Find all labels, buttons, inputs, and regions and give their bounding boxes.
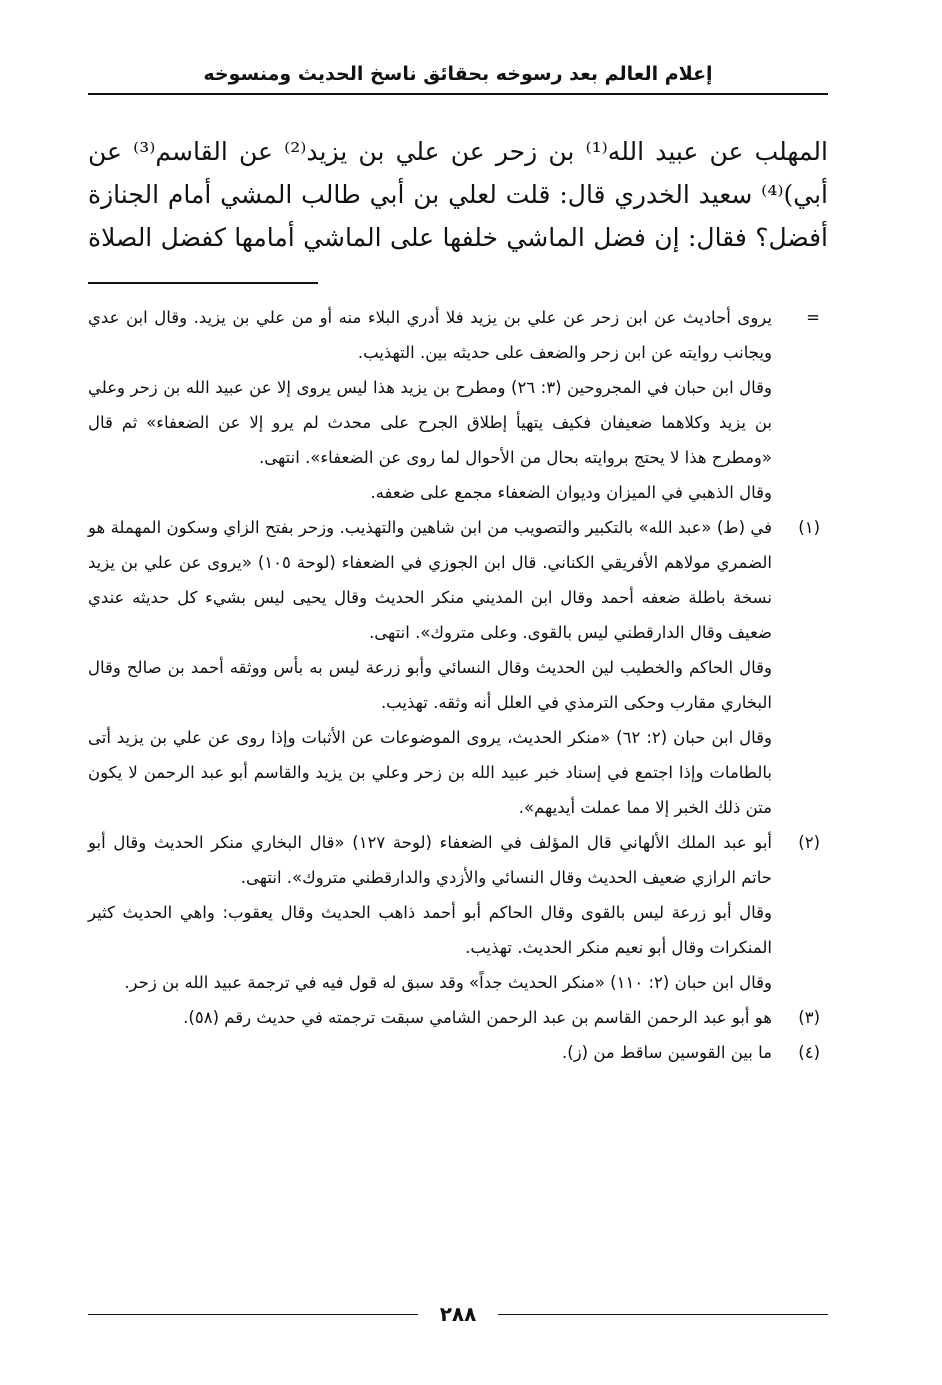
footnotes	[88, 300, 828, 1070]
footnote-body	[88, 300, 772, 510]
footnote-paragraph: وقال الحاكم والخطيب لين الحديث وقال النسائي وأبو زرعة ليس به بأس ووثقه أحمد بن صالح وقال البخاري مقارب وحكى الترمذي في العلل أنه وثقه. تهذيب.	[88, 658, 772, 712]
book-page	[88, 60, 828, 1360]
footnote-body	[88, 1000, 772, 1035]
footnote-body	[88, 1035, 772, 1070]
footnote-mark: (٤)	[798, 1043, 820, 1062]
footnote-mark: (٣)	[798, 1008, 820, 1027]
footnote-body	[88, 510, 772, 825]
main-text-line: أبي)⁽⁴⁾ سعيد الخدري قال: قلت لعلي بن أبي طالب المشي أمام الجنازة	[88, 180, 828, 209]
page-number: ٢٨٨	[439, 1302, 477, 1326]
footnote-paragraph: وقال أبو زرعة ليس بالقوى وقال الحاكم أبو أحمد ذاهب الحديث وقال يعقوب: واهي الحديث كثير المنكرات وقال أبو نعيم منكر الحديث. تهذيب.	[88, 903, 772, 957]
main-text	[88, 130, 828, 259]
footnote-paragraph: هو أبو عبد الرحمن القاسم بن عبد الرحمن الشامي سبقت ترجمته في حديث رقم (٥٨).	[183, 1008, 772, 1027]
footnote-1	[88, 510, 828, 825]
footnote-paragraph: وقال ابن حبان (٢: ٦٢) «منكر الحديث، يروى الموضوعات عن الأثبات وإذا روى عن علي بن يزيد أتى بالطامات وإذا اجتمع في إسناد خبر عبيد الله بن زحر وعلي بن يزيد والقاسم أبو عبد الرحمن لا يكون متن ذلك الخبر إلا مما عملت أيديهم».	[88, 728, 773, 817]
header-rule	[88, 93, 828, 95]
main-text-line: المهلب عن عبيد الله⁽¹⁾ بن زحر عن علي بن يزيد⁽²⁾ عن القاسم⁽³⁾ عن	[88, 137, 828, 166]
footnote-paragraph: وقال الذهبي في الميزان وديوان الضعفاء مجمع على ضعفه.	[370, 483, 772, 502]
footnote-paragraph: أبو عبد الملك الألهاني قال المؤلف في الضعفاء (لوحة ١٢٧) «قال البخاري منكر الحديث وقال أبو حاتم الرازي ضعيف الحديث وقال النسائي والأزدي والدارقطني متروك». انتهى.	[88, 833, 773, 887]
footnote-2	[88, 825, 828, 1000]
footnote-mark: (٢)	[798, 833, 820, 852]
main-text-line: أفضل؟ فقال: إن فضل الماشي خلفها على الماشي أمامها كفضل الصلاة	[88, 223, 828, 252]
footnote-paragraph: وقال ابن حبان في المجروحين (٣: ٢٦) ومطرح بن يزيد هذا ليس يروى إلا عن عبيد الله بن زحر وعلي بن يزيد وكلاهما ضعيفان فكيف يتهيأ إطلاق الجرح على محدث لم يرو إلا عن الضعفاء» ثم قال «ومطرح هذا لا يحتج بروايته بحال من الأحوال لما روى عن الضعفاء». انتهى.	[88, 378, 773, 467]
footnote-mark: (١)	[798, 518, 820, 537]
footnote-separator	[88, 282, 318, 284]
footnote-mark: =	[806, 308, 820, 327]
footnote-paragraph: وقال ابن حبان (٢: ١١٠) «منكر الحديث جداً» وقد سبق له قول فيه في ترجمة عبيد الله بن زحر.	[124, 973, 772, 992]
footnote-3	[88, 1000, 828, 1035]
running-header-title: إعلام العالم بعد رسوخه بحقائق ناسخ الحديث ومنسوخه	[203, 63, 713, 85]
footnote-paragraph: في (ط) «عبد الله» بالتكبير والتصويب من ابن شاهين والتهذيب. وزحر بفتح الزاي وسكون المهملة هو الضمري مولاهم الأفريقي الكناني. قال ابن الجوزي في الضعفاء (لوحة ١٠٥) «يروى عن علي بن يزيد نسخة باطلة ضعفه أحمد وقال ابن المديني منكر الحديث وقال يحيى ليس بشيء كل حديثه عندي ضعيف وقال الدارقطني ليس بالقوى. وعلى متروك». انتهى.	[88, 518, 772, 642]
footnote-paragraph: ما بين القوسين ساقط من (ز).	[562, 1043, 772, 1062]
footnote-4	[88, 1035, 828, 1070]
page-footer	[88, 1300, 828, 1330]
footnote-body	[88, 825, 772, 1000]
footnote-continued	[88, 300, 828, 510]
footer-rule-right	[498, 1314, 828, 1315]
footnote-paragraph: يروى أحاديث عن ابن زحر عن علي بن يزيد فلا أدري البلاء منه أو من علي بن يزيد. وقال ابن عدي ويجانب روايته عن ابن زحر والضعف على حديثه بين. التهذيب.	[88, 308, 772, 362]
